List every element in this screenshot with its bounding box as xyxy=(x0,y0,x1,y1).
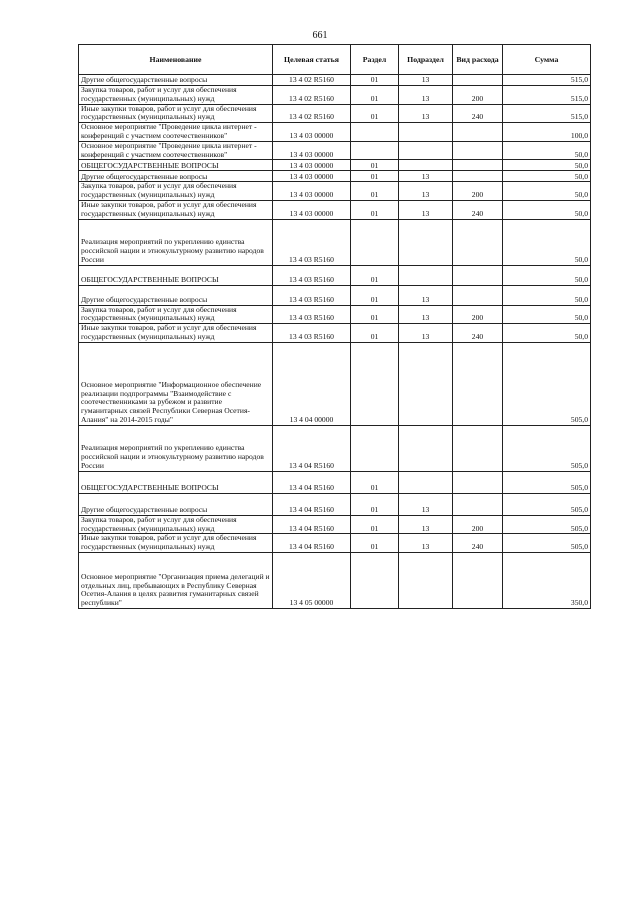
row-code: 13 4 04 R5160 xyxy=(273,515,351,534)
row-name: Основное мероприятие "Организация приема делегаций и отдельных лиц, пребывающих в Республику Северная Осетия-Алания в целях развития гуманитарных связей республики" xyxy=(79,552,273,608)
row-subsection: 13 xyxy=(399,75,453,86)
row-code: 13 4 04 R5160 xyxy=(273,471,351,493)
row-name: Другие общегосударственные вопросы xyxy=(79,493,273,515)
row-subsection: 13 xyxy=(399,515,453,534)
table-row xyxy=(79,104,591,123)
row-name: Закупка товаров, работ и услуг для обеспечения государственных (муниципальных) нужд xyxy=(79,305,273,324)
row-sum: 505,0 xyxy=(503,493,591,515)
row-sum: 50,0 xyxy=(503,324,591,343)
row-subsection: 13 xyxy=(399,171,453,182)
row-sum: 505,0 xyxy=(503,342,591,425)
row-type: 200 xyxy=(453,515,503,534)
row-section: 01 xyxy=(351,200,399,219)
budget-table xyxy=(78,44,591,609)
row-subsection: 13 xyxy=(399,305,453,324)
row-type xyxy=(453,493,503,515)
row-section xyxy=(351,141,399,160)
column-header-section: Раздел xyxy=(351,45,399,75)
row-name: Другие общегосударственные вопросы xyxy=(79,171,273,182)
row-subsection: 13 xyxy=(399,493,453,515)
row-name: Реализация мероприятий по укреплению единства российской нации и этнокультурному развитию народов России xyxy=(79,425,273,471)
row-type: 200 xyxy=(453,182,503,201)
row-subsection: 13 xyxy=(399,200,453,219)
row-type: 240 xyxy=(453,200,503,219)
table-row xyxy=(79,219,591,265)
row-sum: 50,0 xyxy=(503,305,591,324)
row-code: 13 4 03 R5160 xyxy=(273,265,351,285)
row-type xyxy=(453,160,503,171)
row-subsection xyxy=(399,141,453,160)
table-row xyxy=(79,342,591,425)
row-name: Реализация мероприятий по укреплению единства российской нации и этнокультурному развитию народов России xyxy=(79,219,273,265)
table-row xyxy=(79,171,591,182)
row-subsection: 13 xyxy=(399,285,453,305)
row-name: ОБЩЕГОСУДАРСТВЕННЫЕ ВОПРОСЫ xyxy=(79,265,273,285)
column-header-type: Вид расхода xyxy=(453,45,503,75)
page-number: 661 xyxy=(312,30,328,41)
row-section: 01 xyxy=(351,86,399,105)
row-code: 13 4 03 R5160 xyxy=(273,219,351,265)
row-name: ОБЩЕГОСУДАРСТВЕННЫЕ ВОПРОСЫ xyxy=(79,471,273,493)
table-row xyxy=(79,182,591,201)
row-section xyxy=(351,219,399,265)
row-section: 01 xyxy=(351,75,399,86)
row-code: 13 4 04 R5160 xyxy=(273,425,351,471)
column-header-subsection: Подраздел xyxy=(399,45,453,75)
row-type xyxy=(453,75,503,86)
table-header-row xyxy=(79,45,591,75)
row-code: 13 4 03 R5160 xyxy=(273,305,351,324)
row-type xyxy=(453,123,503,142)
table-row xyxy=(79,305,591,324)
table-row xyxy=(79,471,591,493)
row-section: 01 xyxy=(351,160,399,171)
row-name: Иные закупки товаров, работ и услуг для обеспечения государственных (муниципальных) нужд xyxy=(79,200,273,219)
column-header-sum: Сумма xyxy=(503,45,591,75)
table-row xyxy=(79,160,591,171)
row-name: Закупка товаров, работ и услуг для обеспечения государственных (муниципальных) нужд xyxy=(79,182,273,201)
column-header-name: Наименование xyxy=(79,45,273,75)
row-type xyxy=(453,219,503,265)
table-row xyxy=(79,285,591,305)
row-subsection: 13 xyxy=(399,324,453,343)
row-section xyxy=(351,552,399,608)
row-subsection: 13 xyxy=(399,182,453,201)
row-code: 13 4 03 00000 xyxy=(273,160,351,171)
row-name: Иные закупки товаров, работ и услуг для обеспечения государственных (муниципальных) нужд xyxy=(79,324,273,343)
row-code: 13 4 05 00000 xyxy=(273,552,351,608)
row-subsection xyxy=(399,342,453,425)
row-name: ОБЩЕГОСУДАРСТВЕННЫЕ ВОПРОСЫ xyxy=(79,160,273,171)
row-code: 13 4 02 R5160 xyxy=(273,86,351,105)
row-code: 13 4 02 R5160 xyxy=(273,104,351,123)
table-row xyxy=(79,324,591,343)
row-name: Иные закупки товаров, работ и услуг для обеспечения государственных (муниципальных) нужд xyxy=(79,104,273,123)
row-type xyxy=(453,425,503,471)
row-name: Другие общегосударственные вопросы xyxy=(79,285,273,305)
row-type xyxy=(453,552,503,608)
row-sum: 505,0 xyxy=(503,471,591,493)
table-row xyxy=(79,493,591,515)
row-type: 200 xyxy=(453,86,503,105)
row-name: Основное мероприятие "Информационное обеспечение реализации подпрограммы "Взаимодействие с соотечественниками за рубежом и развитие гуманитарных связей Республики Северная Осетия-Алания" на 2014-2015 годы" xyxy=(79,342,273,425)
row-sum: 50,0 xyxy=(503,171,591,182)
row-code: 13 4 03 R5160 xyxy=(273,285,351,305)
row-section: 01 xyxy=(351,171,399,182)
row-type: 240 xyxy=(453,324,503,343)
row-section: 01 xyxy=(351,324,399,343)
row-code: 13 4 02 R5160 xyxy=(273,75,351,86)
table-row xyxy=(79,425,591,471)
row-section: 01 xyxy=(351,104,399,123)
row-section: 01 xyxy=(351,534,399,553)
row-type xyxy=(453,141,503,160)
row-subsection xyxy=(399,265,453,285)
row-name: Основное мероприятие "Проведение цикла интернет - конференций с участием соотечественников" xyxy=(79,123,273,142)
row-type xyxy=(453,285,503,305)
row-code: 13 4 03 00000 xyxy=(273,141,351,160)
table-row xyxy=(79,200,591,219)
row-type xyxy=(453,471,503,493)
table-row xyxy=(79,123,591,142)
row-code: 13 4 03 00000 xyxy=(273,182,351,201)
row-section: 01 xyxy=(351,182,399,201)
row-section: 01 xyxy=(351,285,399,305)
row-section xyxy=(351,342,399,425)
row-section xyxy=(351,425,399,471)
row-name: Закупка товаров, работ и услуг для обеспечения государственных (муниципальных) нужд xyxy=(79,515,273,534)
row-section xyxy=(351,123,399,142)
row-subsection: 13 xyxy=(399,534,453,553)
row-sum: 515,0 xyxy=(503,104,591,123)
row-section: 01 xyxy=(351,265,399,285)
row-code: 13 4 04 R5160 xyxy=(273,493,351,515)
row-sum: 50,0 xyxy=(503,182,591,201)
row-sum: 515,0 xyxy=(503,75,591,86)
row-sum: 50,0 xyxy=(503,285,591,305)
row-section: 01 xyxy=(351,515,399,534)
row-name: Основное мероприятие "Проведение цикла интернет - конференций с участием соотечественников" xyxy=(79,141,273,160)
row-section: 01 xyxy=(351,471,399,493)
row-section: 01 xyxy=(351,305,399,324)
row-sum: 50,0 xyxy=(503,160,591,171)
table-row xyxy=(79,552,591,608)
row-sum: 50,0 xyxy=(503,265,591,285)
row-sum: 505,0 xyxy=(503,534,591,553)
table-row xyxy=(79,86,591,105)
row-sum: 350,0 xyxy=(503,552,591,608)
table-row xyxy=(79,265,591,285)
row-subsection xyxy=(399,123,453,142)
row-type: 200 xyxy=(453,305,503,324)
row-sum: 50,0 xyxy=(503,200,591,219)
row-subsection xyxy=(399,160,453,171)
row-type: 240 xyxy=(453,534,503,553)
row-sum: 100,0 xyxy=(503,123,591,142)
row-subsection: 13 xyxy=(399,86,453,105)
table-row xyxy=(79,534,591,553)
row-sum: 505,0 xyxy=(503,425,591,471)
table-row xyxy=(79,515,591,534)
row-subsection: 13 xyxy=(399,104,453,123)
row-code: 13 4 04 00000 xyxy=(273,342,351,425)
row-sum: 515,0 xyxy=(503,86,591,105)
row-code: 13 4 04 R5160 xyxy=(273,534,351,553)
row-type xyxy=(453,171,503,182)
row-code: 13 4 03 00000 xyxy=(273,171,351,182)
row-type xyxy=(453,265,503,285)
row-code: 13 4 03 R5160 xyxy=(273,324,351,343)
row-type: 240 xyxy=(453,104,503,123)
row-subsection xyxy=(399,471,453,493)
row-name: Иные закупки товаров, работ и услуг для обеспечения государственных (муниципальных) нужд xyxy=(79,534,273,553)
row-subsection xyxy=(399,219,453,265)
table-row xyxy=(79,75,591,86)
row-type xyxy=(453,342,503,425)
row-subsection xyxy=(399,552,453,608)
row-code: 13 4 03 00000 xyxy=(273,200,351,219)
table-row xyxy=(79,141,591,160)
row-section: 01 xyxy=(351,493,399,515)
column-header-code: Целевая статья xyxy=(273,45,351,75)
row-sum: 50,0 xyxy=(503,141,591,160)
row-subsection xyxy=(399,425,453,471)
row-sum: 50,0 xyxy=(503,219,591,265)
row-name: Другие общегосударственные вопросы xyxy=(79,75,273,86)
row-name: Закупка товаров, работ и услуг для обеспечения государственных (муниципальных) нужд xyxy=(79,86,273,105)
row-code: 13 4 03 00000 xyxy=(273,123,351,142)
row-sum: 505,0 xyxy=(503,515,591,534)
